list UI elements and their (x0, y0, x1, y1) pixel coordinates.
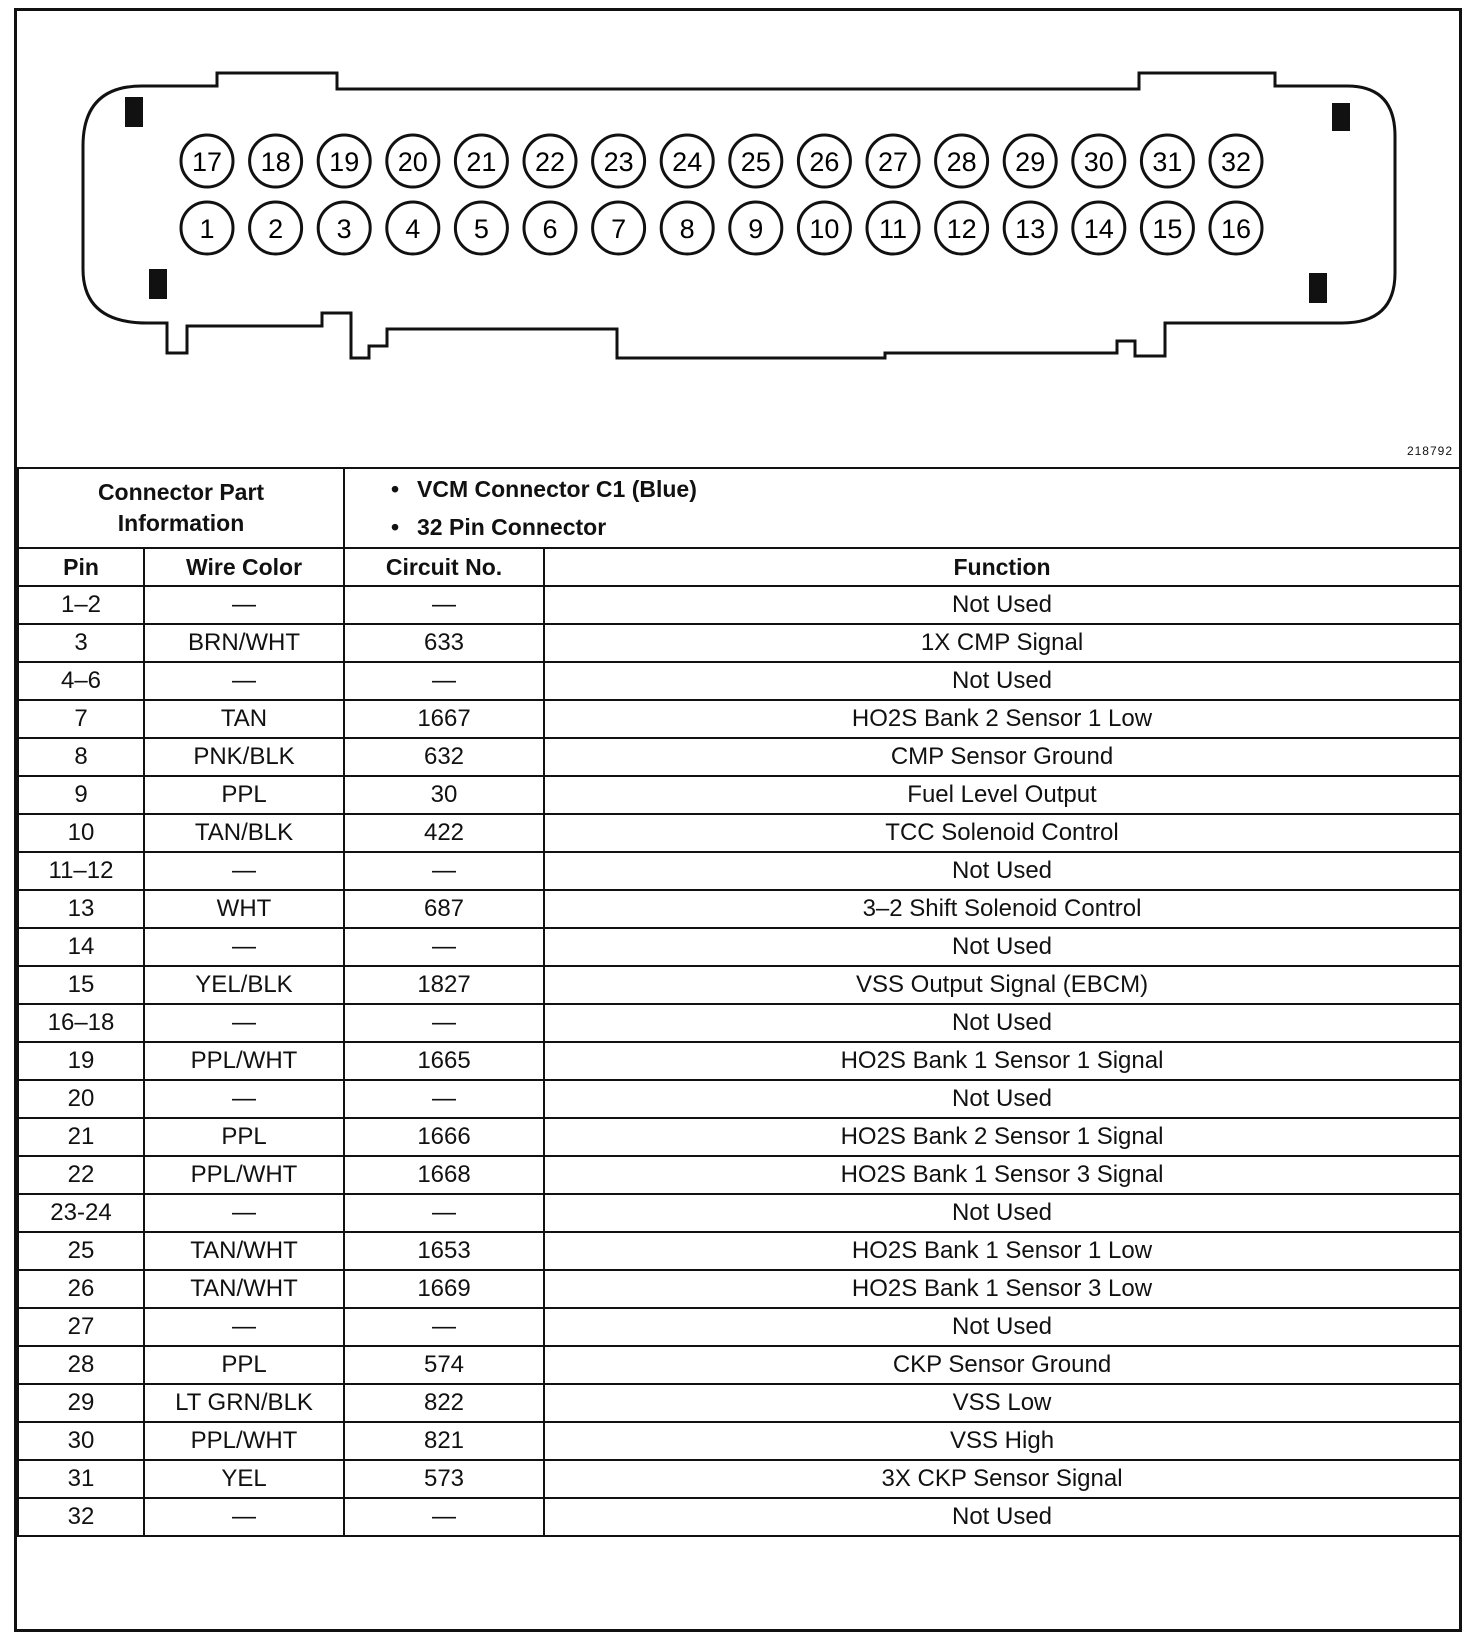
table-row (18, 1080, 1460, 1118)
cell-circuit-no: — (344, 1194, 544, 1232)
pin-number-label: 6 (542, 214, 558, 244)
table-row (18, 814, 1460, 852)
header-function: Function (544, 548, 1460, 586)
cell-function: HO2S Bank 1 Sensor 3 Signal (544, 1156, 1460, 1194)
cell-pin: 27 (18, 1308, 144, 1346)
cell-circuit-no: 1665 (344, 1042, 544, 1080)
pin-number-label: 13 (1015, 214, 1046, 244)
cell-function: Not Used (544, 662, 1460, 700)
cell-circuit-no: — (344, 1498, 544, 1536)
cell-circuit-no: 632 (344, 738, 544, 776)
cell-pin: 20 (18, 1080, 144, 1118)
pins-top-row (181, 135, 1262, 187)
cell-function: 3X CKP Sensor Signal (544, 1460, 1460, 1498)
cell-circuit-no: 30 (344, 776, 544, 814)
info-item: • VCM Connector C1 (Blue) (391, 476, 697, 502)
table-row (18, 700, 1460, 738)
pin-number-label: 32 (1220, 147, 1252, 177)
cell-circuit-no: — (344, 662, 544, 700)
cell-circuit-no: 687 (344, 890, 544, 928)
cell-wire-color: — (144, 1498, 344, 1536)
cell-function: HO2S Bank 2 Sensor 1 Signal (544, 1118, 1460, 1156)
pin-number-label: 14 (1083, 214, 1114, 244)
pin-number-label: 22 (534, 147, 566, 177)
pin-number-label: 19 (329, 147, 360, 177)
cell-wire-color: — (144, 1080, 344, 1118)
cell-circuit-no: — (344, 928, 544, 966)
connector-diagram (17, 11, 1459, 467)
cell-wire-color: PPL/WHT (144, 1422, 344, 1460)
cell-wire-color: — (144, 928, 344, 966)
table-row (18, 1346, 1460, 1384)
cell-function: CMP Sensor Ground (544, 738, 1460, 776)
cell-circuit-no: — (344, 1004, 544, 1042)
header-row (18, 548, 1460, 586)
cell-wire-color: — (144, 662, 344, 700)
cell-wire-color: — (144, 1004, 344, 1042)
cell-circuit-no: 633 (344, 624, 544, 662)
cell-pin: 11–12 (18, 852, 144, 890)
cell-pin: 32 (18, 1498, 144, 1536)
cell-function: Not Used (544, 852, 1460, 890)
table-row (18, 1270, 1460, 1308)
pin-number-label: 10 (809, 214, 840, 244)
pin-number-label: 21 (466, 147, 497, 177)
cell-wire-color: — (144, 1308, 344, 1346)
pin-number-label: 16 (1220, 214, 1252, 244)
cell-function: HO2S Bank 1 Sensor 1 Signal (544, 1042, 1460, 1080)
cell-circuit-no: 1827 (344, 966, 544, 1004)
cell-function: CKP Sensor Ground (544, 1346, 1460, 1384)
table-row (18, 1460, 1460, 1498)
pin-number-label: 1 (199, 214, 215, 244)
cell-circuit-no: 1666 (344, 1118, 544, 1156)
cell-wire-color: WHT (144, 890, 344, 928)
pin-number-label: 12 (946, 214, 977, 244)
table-row (18, 624, 1460, 662)
table-row (18, 1422, 1460, 1460)
pin-number-label: 30 (1083, 147, 1114, 177)
cell-pin: 19 (18, 1042, 144, 1080)
pin-number-label: 4 (405, 214, 421, 244)
cell-circuit-no: — (344, 1308, 544, 1346)
pin-number-label: 8 (679, 214, 695, 244)
pin-number-label: 3 (336, 214, 352, 244)
cell-pin: 4–6 (18, 662, 144, 700)
cell-wire-color: PNK/BLK (144, 738, 344, 776)
connector-info-label: Connector Part Information (18, 468, 344, 548)
pin-number-label: 15 (1152, 214, 1183, 244)
cell-pin: 21 (18, 1118, 144, 1156)
cell-wire-color: — (144, 852, 344, 890)
pin-number-label: 20 (397, 147, 428, 177)
pin-number-label: 2 (268, 214, 284, 244)
cell-circuit-no: — (344, 1080, 544, 1118)
header-wire-color: Wire Color (144, 548, 344, 586)
cell-circuit-no: 821 (344, 1422, 544, 1460)
table-row (18, 1384, 1460, 1422)
cell-pin: 25 (18, 1232, 144, 1270)
cell-pin: 15 (18, 966, 144, 1004)
connector-outline (17, 11, 1459, 467)
cell-function: 1X CMP Signal (544, 624, 1460, 662)
cell-wire-color: — (144, 1194, 344, 1232)
cell-function: HO2S Bank 2 Sensor 1 Low (544, 700, 1460, 738)
cell-function: Not Used (544, 928, 1460, 966)
cell-function: Not Used (544, 1004, 1460, 1042)
table-row (18, 966, 1460, 1004)
cell-function: 3–2 Shift Solenoid Control (544, 890, 1460, 928)
cell-function: VSS Low (544, 1384, 1460, 1422)
cell-pin: 26 (18, 1270, 144, 1308)
pin-number-label: 25 (740, 147, 771, 177)
cell-circuit-no: 1669 (344, 1270, 544, 1308)
table-row (18, 1156, 1460, 1194)
pins-bottom-row (181, 202, 1262, 254)
document-frame (14, 8, 1462, 1632)
pin-number-label: 28 (946, 147, 977, 177)
cell-wire-color: BRN/WHT (144, 624, 344, 662)
pinout-table (17, 467, 1461, 1537)
cell-circuit-no: — (344, 586, 544, 624)
cell-circuit-no: 573 (344, 1460, 544, 1498)
cell-wire-color: PPL (144, 776, 344, 814)
table-row (18, 852, 1460, 890)
cell-circuit-no: 1667 (344, 700, 544, 738)
pin-number-label: 26 (809, 147, 840, 177)
pin-number-label: 11 (878, 214, 908, 244)
cell-function: VSS Output Signal (EBCM) (544, 966, 1460, 1004)
table-row (18, 890, 1460, 928)
cell-pin: 10 (18, 814, 144, 852)
pin-number-label: 23 (603, 147, 634, 177)
cell-wire-color: TAN/WHT (144, 1270, 344, 1308)
cell-wire-color: PPL/WHT (144, 1156, 344, 1194)
pin-number-label: 24 (672, 147, 703, 177)
table-row (18, 1004, 1460, 1042)
pin-number-label: 29 (1015, 147, 1046, 177)
pin-number-label: 31 (1152, 147, 1183, 177)
cell-function: Fuel Level Output (544, 776, 1460, 814)
table-row (18, 1194, 1460, 1232)
cell-pin: 31 (18, 1460, 144, 1498)
header-pin: Pin (18, 548, 144, 586)
cell-function: HO2S Bank 1 Sensor 1 Low (544, 1232, 1460, 1270)
table-row (18, 1232, 1460, 1270)
info-item: • 32 Pin Connector (391, 514, 607, 540)
pin-number-label: 7 (611, 214, 627, 244)
cell-function: VSS High (544, 1422, 1460, 1460)
table-row (18, 1118, 1460, 1156)
table-row (18, 738, 1460, 776)
cell-function: HO2S Bank 1 Sensor 3 Low (544, 1270, 1460, 1308)
cell-circuit-no: 422 (344, 814, 544, 852)
connector-info-items (344, 468, 1460, 548)
table-row (18, 1498, 1460, 1536)
cell-wire-color: LT GRN/BLK (144, 1384, 344, 1422)
table-row (18, 662, 1460, 700)
cell-wire-color: — (144, 586, 344, 624)
cell-wire-color: PPL/WHT (144, 1042, 344, 1080)
cell-circuit-no: 822 (344, 1384, 544, 1422)
cell-wire-color: YEL (144, 1460, 344, 1498)
pin-number-label: 9 (748, 214, 764, 244)
table-row (18, 586, 1460, 624)
pin-number-label: 27 (877, 147, 909, 177)
cell-pin: 13 (18, 890, 144, 928)
cell-wire-color: PPL (144, 1118, 344, 1156)
pin-number-label: 17 (191, 147, 223, 177)
figure-id: 218792 (1406, 444, 1453, 458)
cell-function: TCC Solenoid Control (544, 814, 1460, 852)
cell-wire-color: PPL (144, 1346, 344, 1384)
cell-function: Not Used (544, 586, 1460, 624)
table-row (18, 928, 1460, 966)
cell-function: Not Used (544, 1498, 1460, 1536)
pin-number-label: 5 (473, 214, 489, 244)
cell-circuit-no: 574 (344, 1346, 544, 1384)
cell-pin: 29 (18, 1384, 144, 1422)
cell-circuit-no: 1653 (344, 1232, 544, 1270)
cell-function: Not Used (544, 1080, 1460, 1118)
table-row (18, 776, 1460, 814)
cell-pin: 22 (18, 1156, 144, 1194)
header-circuit-no: Circuit No. (344, 548, 544, 586)
cell-wire-color: TAN/WHT (144, 1232, 344, 1270)
cell-pin: 1–2 (18, 586, 144, 624)
cell-pin: 23-24 (18, 1194, 144, 1232)
cell-function: Not Used (544, 1194, 1460, 1232)
pin-number-label: 18 (260, 147, 291, 177)
table-row (18, 1308, 1460, 1346)
cell-wire-color: YEL/BLK (144, 966, 344, 1004)
cell-pin: 7 (18, 700, 144, 738)
cell-pin: 28 (18, 1346, 144, 1384)
cell-circuit-no: 1668 (344, 1156, 544, 1194)
table-row (18, 1042, 1460, 1080)
cell-wire-color: TAN/BLK (144, 814, 344, 852)
cell-pin: 30 (18, 1422, 144, 1460)
cell-pin: 14 (18, 928, 144, 966)
cell-function: Not Used (544, 1308, 1460, 1346)
cell-pin: 8 (18, 738, 144, 776)
cell-pin: 3 (18, 624, 144, 662)
cell-circuit-no: — (344, 852, 544, 890)
cell-pin: 16–18 (18, 1004, 144, 1042)
connector-info-row (18, 468, 1460, 548)
cell-wire-color: TAN (144, 700, 344, 738)
cell-pin: 9 (18, 776, 144, 814)
